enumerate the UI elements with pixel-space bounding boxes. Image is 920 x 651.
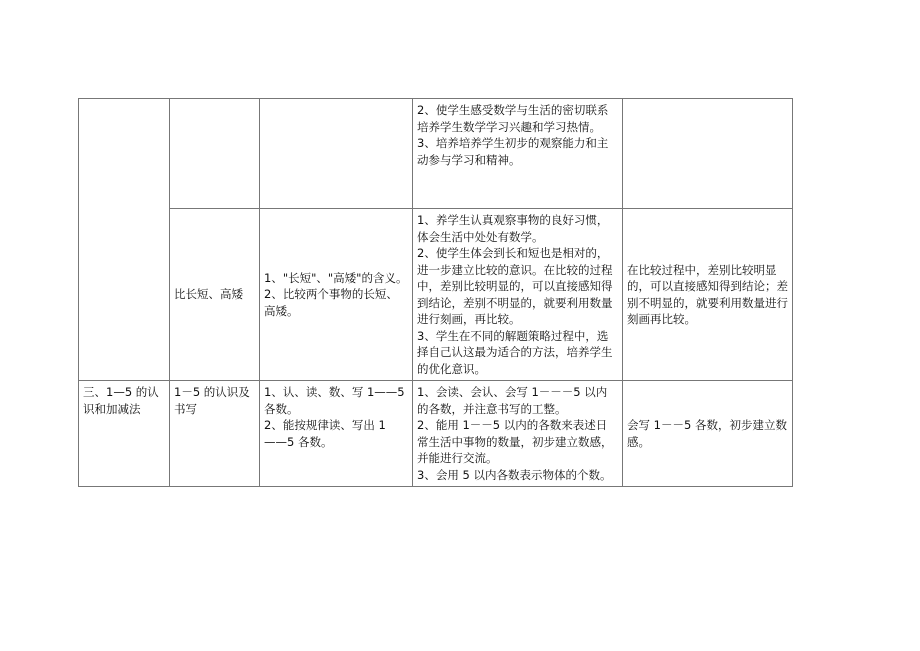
table-cell <box>79 99 170 381</box>
table-cell <box>413 209 623 381</box>
table-row <box>79 99 793 209</box>
table-row <box>79 209 793 381</box>
table-cell <box>413 99 623 209</box>
key-points-text: 会写 1－－5 各数，初步建立数感。 <box>627 418 787 449</box>
table-cell <box>170 209 260 381</box>
table-cell <box>260 99 413 209</box>
topic-text: 比长短、高矮 <box>174 287 243 302</box>
key-points-text: 在比较过程中，差别比较明显的，可以直接感知得到结论；差别不明显的，就要利用数量进行刻画再比较。 <box>627 262 788 326</box>
content-text: 1、"长短"、"高矮"的含义。 2、比较两个事物的长短、高矮。 <box>264 270 408 318</box>
curriculum-table <box>78 98 793 487</box>
table-cell <box>260 209 413 381</box>
goals-text: 2、使学生感受数学与生活的密切联系培养学生数学学习兴趣和学习热情。 3、培养培养学生初步的观察能力和主动参与学习和精神。 <box>417 103 609 167</box>
table-cell <box>79 381 170 487</box>
content-text: 1、认、读、数、写 1——5 各数。 2、能按规律读、写出 1——5 各数。 <box>264 385 405 449</box>
table-cell <box>260 381 413 487</box>
goals-text: 1、会读、会认、会写 1－－－5 以内的各数，并注意书写的工整。 2、能用 1－－5 以内的各数来表述日常生活中事物的数量，初步建立数感，并能进行交流。 3、会用 5 以内各数表示物体的个数。 <box>417 385 613 482</box>
table-cell <box>170 381 260 487</box>
table-cell <box>413 381 623 487</box>
topic-text: 1－5 的认识及书写 <box>174 385 250 416</box>
unit-text: 三、1—5 的认识和加减法 <box>83 385 159 416</box>
goals-text: 1、养学生认真观察事物的良好习惯，体会生活中处处有数学。 2、使学生体会到长和短也是相对的，进一步建立比较的意识。在比较的过程中，差别比较明显的，可以直接感知得到结论，差别不明显的，就要利用数量进行刻画，再比较。 3、学生在不同的解题策略过程中，选择自己认这最为适合的方法，培养学生的优化意识。 <box>417 213 613 376</box>
table-row <box>79 381 793 487</box>
table-cell <box>623 209 793 381</box>
table-cell <box>623 381 793 487</box>
table-cell <box>623 99 793 209</box>
table-cell <box>170 99 260 209</box>
